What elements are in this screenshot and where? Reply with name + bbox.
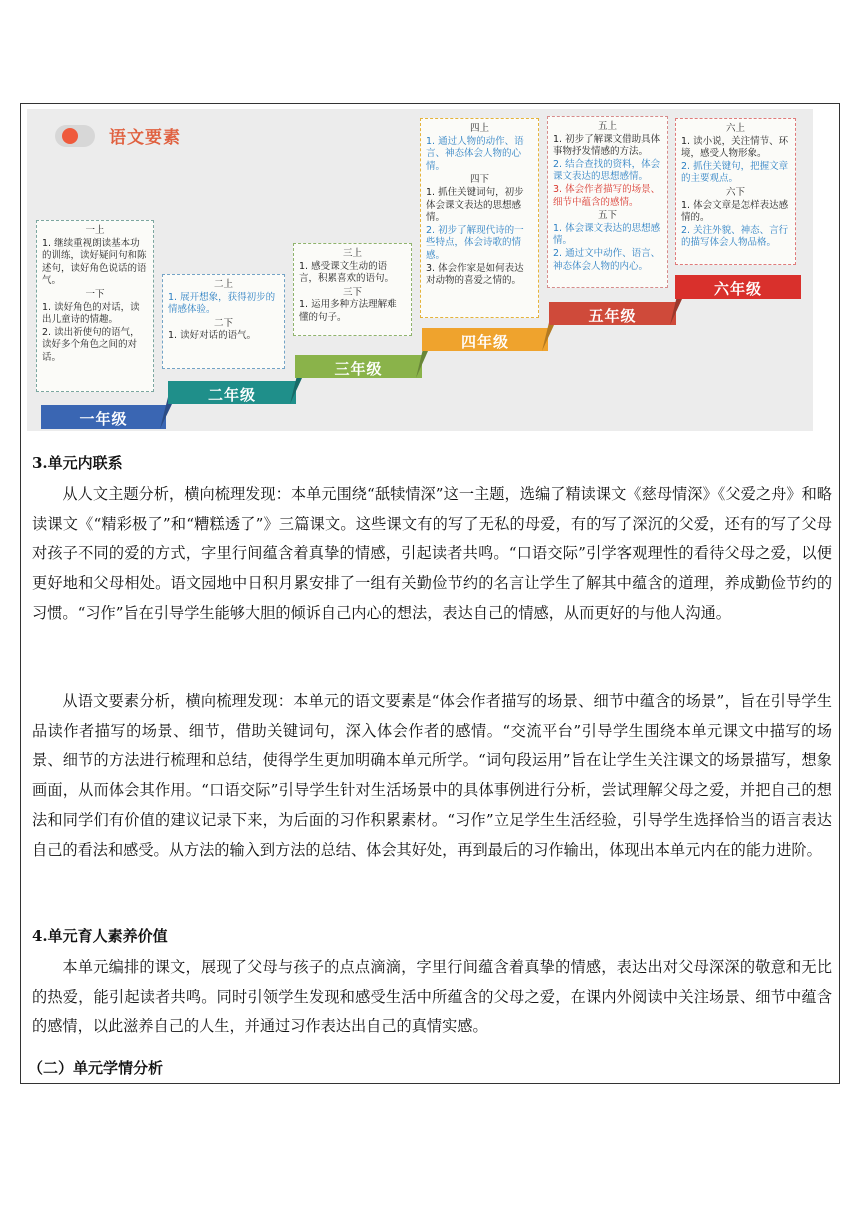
element-item: 1. 通过人物的动作、语言、神态体会人物的心情。 (426, 135, 524, 172)
term-label: 五下 (597, 210, 617, 222)
section3-heading: 3.单元内联系 (32, 454, 123, 472)
element-item: 1. 展开想象，获得初步的情感体验。 (168, 291, 276, 316)
graphic-title-text: 语文要素 (109, 128, 181, 148)
term-label: 三下 (342, 286, 362, 298)
term-label: 四下 (469, 174, 489, 186)
graphic-title (55, 123, 181, 148)
term-label: 六上 (725, 123, 745, 134)
grade-label-6: 六年级 (713, 280, 762, 298)
grade-1-elements-box (36, 220, 154, 392)
term-label: 一上 (85, 225, 105, 236)
element-item: 2. 抓住关键句，把握文章的主要观点。 (681, 160, 789, 185)
grade-label-5: 五年级 (588, 307, 637, 325)
element-item: 1. 读好角色的对话，读出儿童诗的情趣。 (42, 301, 140, 326)
element-item: 1. 运用多种方法理解难懂的句子。 (299, 299, 397, 323)
section-next-heading: （二）单元学情分析 (28, 1059, 164, 1077)
element-item: 2. 关注外貌、神态、言行的描写体会人物品格。 (681, 224, 789, 249)
grade-3-elements-box (293, 243, 412, 336)
grade-2-elements-box (162, 274, 285, 369)
element-item: 1. 体会课文表达的思想感情。 (553, 222, 661, 247)
grade-4-elements-box (420, 118, 539, 318)
grade-label-2: 二年级 (207, 386, 256, 404)
grade-label-1: 一年级 (79, 410, 128, 428)
element-item: 1. 感受课文生动的语言，积累喜欢的语句。 (299, 260, 395, 285)
term-label: 三上 (342, 248, 362, 259)
element-item: 1. 抓住关键词句，初步体会课文表达的思想感情。 (426, 186, 524, 224)
element-item: 1. 体会文章是怎样表达感情的。 (681, 199, 789, 224)
element-item: 2. 初步了解现代诗的一些特点，体会诗歌的情感。 (426, 224, 524, 261)
element-item: 1. 继续重视朗读基本功的训练，读好疑问句和陈述句，读好角色说话的语气。 (42, 237, 147, 287)
title-bullet-icon (55, 125, 95, 147)
grade-label-3: 三年级 (334, 360, 383, 378)
element-item: 2. 读出祈使句的语气，读好多个角色之间的对话。 (42, 326, 140, 363)
term-label: 二下 (213, 317, 233, 329)
element-item: 1. 初步了解课文借助具体事物抒发情感的方法。 (553, 133, 661, 158)
term-label: 六下 (725, 186, 745, 198)
element-item: 3. 体会作家是如何表达对动物的喜爱之情的。 (426, 262, 524, 287)
term-label: 四上 (469, 123, 489, 134)
section4-heading: 4.单元育人素养价值 (32, 927, 168, 945)
element-item: 2. 通过文中动作、语言、神态体会人物的内心。 (553, 247, 661, 272)
term-label: 一下 (85, 288, 105, 300)
term-label: 五上 (597, 121, 617, 132)
grade-6-elements-box (675, 118, 796, 265)
grade-label-4: 四年级 (460, 333, 509, 351)
element-item: 3. 体会作者描写的场景、细节中蕴含的感情。 (553, 183, 661, 208)
term-label: 二上 (213, 279, 233, 290)
language-elements-graphic (27, 109, 813, 431)
grade-5-elements-box (547, 116, 668, 288)
element-item: 2. 结合查找的资料，体会课文表达的思想感情。 (553, 158, 661, 183)
section3-paragraph-2: 从语文要素分析，横向梳理发现：本单元的语文要素是“体会作者描写的场景、细节中蕴含的场景”，旨在引导学生品读作者描写的场景、细节，借助关键词句，深入体会作者的感情。“交流平台”引导学生围绕本单元课文中描写的场景、细节的方法进行梳理和总结，使得学生更加明确本单元所学。“词句段运用”旨在让学生关注课文的场景描写，想象画面，从而体会其作用。“口语交际”引导学生针对生活场景中的具体事例进行分析，尝试理解父母之爱，并把自己的想法和同学们有价值的建议记录下来，为后面的习作积累素材。“习作”立足学生生活经验，引导学生选择恰当的语言表达自己的看法和感受。从方法的输入到方法的总结、体会其好处，再到最后的习作输出，体现出本单元内在的能力进阶。 (32, 692, 832, 859)
section3-paragraph-1: 从人文主题分析，横向梳理发现：本单元围绕“舐犊情深”这一主题，选编了精读课文《慈母情深》《父爱之舟》和略读课文《“精彩极了”和“糟糕透了”》三篇课文。这些课文有的写了无私的母爱，有的写了深沉的父爱，还有的写了父母对孩子不同的爱的方式，字里行间蕴含着真挚的情感，引起读者共鸣。“口语交际”引学客观理性的看待父母之爱，以便更好地和父母相处。语文园地中日积月累安排了一组有关勤俭节约的名言让学生了解其中蕴含的道理，养成勤俭节约的习惯。“习作”旨在引导学生能够大胆的倾诉自己内心的想法，表达自己的情感，从而更好的与他人沟通。 (32, 485, 832, 622)
element-item: 1. 读小说，关注情节、环境，感受人物形象。 (681, 135, 789, 160)
section4-paragraph-1: 本单元编排的课文，展现了父母与孩子的点点滴滴，字里行间蕴含着真挚的情感，表达出对父母深深的敬意和无比的热爱，能引起读者共鸣。同时引领学生发现和感受生活中所蕴含的父母之爱，在课内外阅读中关注场景、细节中蕴含的感情，以此滋养自己的人生，并通过习作表达出自己的真情实感。 (32, 958, 832, 1036)
element-item: 1. 读好对话的语气。 (168, 330, 257, 342)
